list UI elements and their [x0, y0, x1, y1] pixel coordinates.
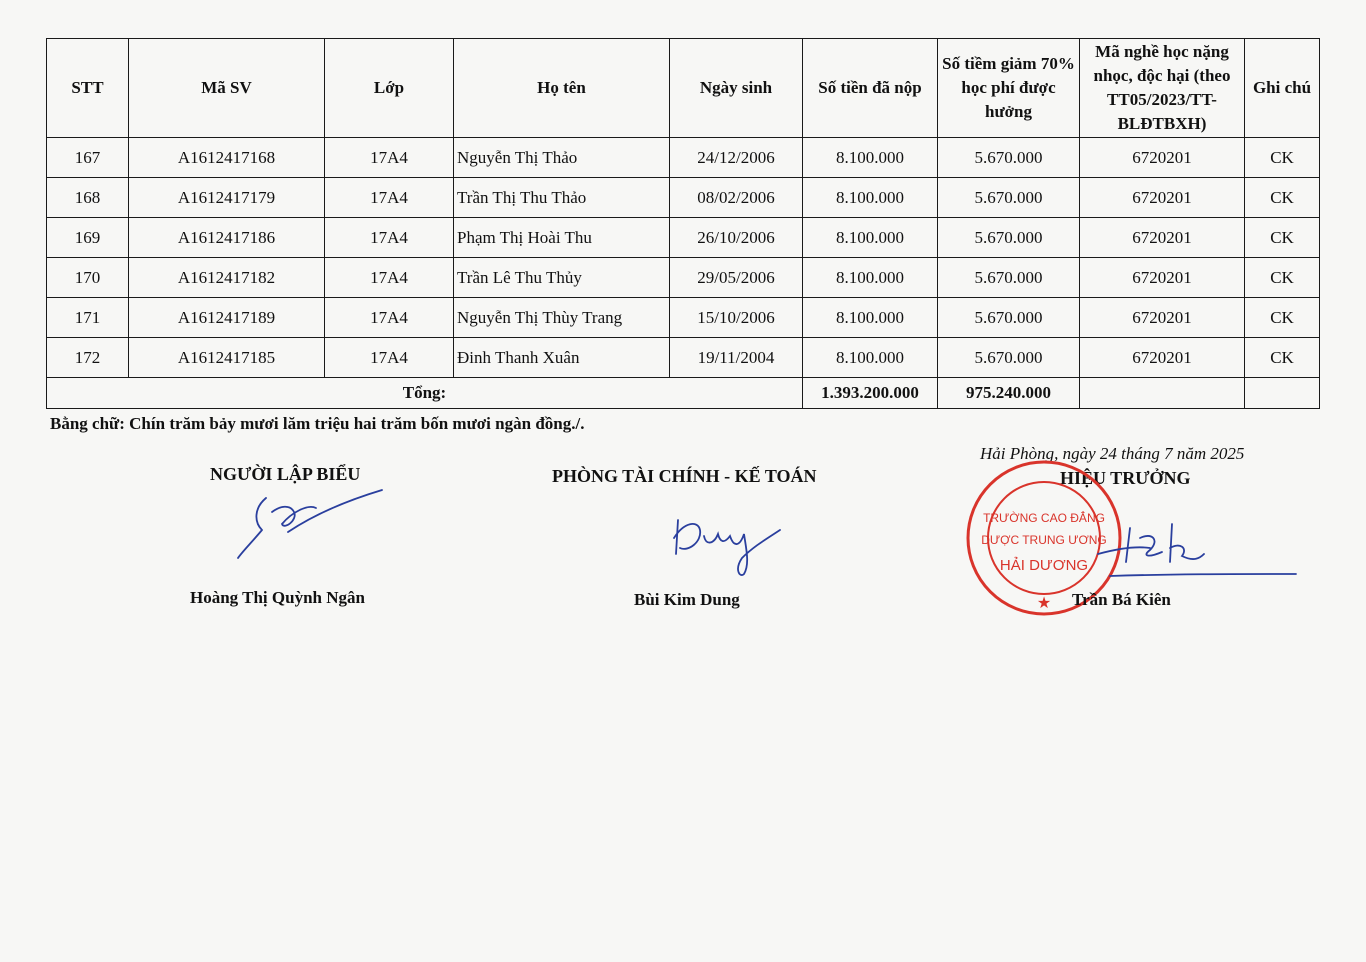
cell-ma-sv: A1612417189	[129, 298, 325, 338]
finance-signature-icon	[664, 508, 784, 584]
total-label: Tổng:	[47, 378, 803, 409]
cell-ma-nghe: 6720201	[1080, 138, 1245, 178]
cell-da-nop: 8.100.000	[803, 298, 938, 338]
cell-ma-nghe: 6720201	[1080, 218, 1245, 258]
cell-giam: 5.670.000	[938, 298, 1080, 338]
cell-lop: 17A4	[325, 178, 454, 218]
cell-stt: 170	[47, 258, 129, 298]
header-ho-ten: Họ tên	[454, 39, 670, 138]
preparer-title: NGƯỜI LẬP BIỂU	[210, 464, 361, 484]
cell-da-nop: 8.100.000	[803, 258, 938, 298]
cell-ghi-chu: CK	[1245, 178, 1320, 218]
table-row	[47, 178, 1320, 218]
cell-ho-ten: Trần Thị Thu Thảo	[454, 178, 670, 218]
place-date: Hải Phòng, ngày 24 tháng 7 năm 2025	[980, 444, 1245, 463]
cell-ma-nghe: 6720201	[1080, 298, 1245, 338]
table-row	[47, 218, 1320, 258]
header-ma-nghe: Mã nghề học nặng nhọc, độc hại (theo TT05/2023/TT-BLĐTBXH)	[1080, 39, 1245, 138]
preparer-name: Hoàng Thị Quỳnh Ngân	[190, 588, 365, 607]
table-row	[47, 258, 1320, 298]
principal-name: Trần Bá Kiên	[1072, 590, 1171, 609]
cell-stt: 167	[47, 138, 129, 178]
cell-ma-sv: A1612417182	[129, 258, 325, 298]
table-header-row	[47, 39, 1320, 138]
cell-ma-sv: A1612417185	[129, 338, 325, 378]
cell-ngay-sinh: 08/02/2006	[670, 178, 803, 218]
header-stt: STT	[47, 39, 129, 138]
cell-stt: 168	[47, 178, 129, 218]
cell-ma-sv: A1612417186	[129, 218, 325, 258]
cell-ma-sv: A1612417168	[129, 138, 325, 178]
cell-ho-ten: Nguyễn Thị Thùy Trang	[454, 298, 670, 338]
svg-text:★: ★	[1036, 595, 1052, 612]
cell-ghi-chu: CK	[1245, 258, 1320, 298]
cell-stt: 172	[47, 338, 129, 378]
cell-ngay-sinh: 24/12/2006	[670, 138, 803, 178]
cell-ma-nghe: 6720201	[1080, 338, 1245, 378]
cell-ho-ten: Đinh Thanh Xuân	[454, 338, 670, 378]
total-da-nop: 1.393.200.000	[803, 378, 938, 409]
cell-lop: 17A4	[325, 218, 454, 258]
cell-ghi-chu: CK	[1245, 338, 1320, 378]
table-row	[47, 138, 1320, 178]
header-ghi-chu: Ghi chú	[1245, 39, 1320, 138]
cell-lop: 17A4	[325, 258, 454, 298]
cell-giam: 5.670.000	[938, 218, 1080, 258]
header-so-tien-giam: Số tiềm giảm 70% học phí được hưởng	[938, 39, 1080, 138]
cell-ma-sv: A1612417179	[129, 178, 325, 218]
cell-da-nop: 8.100.000	[803, 178, 938, 218]
cell-ma-nghe: 6720201	[1080, 178, 1245, 218]
finance-name: Bùi Kim Dung	[634, 590, 740, 609]
cell-lop: 17A4	[325, 298, 454, 338]
header-ngay-sinh: Ngày sinh	[670, 39, 803, 138]
total-giam: 975.240.000	[938, 378, 1080, 409]
cell-ngay-sinh: 15/10/2006	[670, 298, 803, 338]
fee-table	[46, 38, 1320, 409]
header-so-tien-da-nop: Số tiền đã nộp	[803, 39, 938, 138]
cell-da-nop: 8.100.000	[803, 138, 938, 178]
seal-line-2: DƯỢC TRUNG ƯƠNG	[981, 533, 1107, 547]
cell-ma-nghe: 6720201	[1080, 258, 1245, 298]
cell-ghi-chu: CK	[1245, 218, 1320, 258]
seal-line-1: TRƯỜNG CAO ĐẲNG	[983, 511, 1105, 525]
amount-in-words: Bằng chữ: Chín trăm bảy mươi lăm triệu hai trăm bốn mươi ngàn đồng./.	[50, 414, 585, 433]
cell-lop: 17A4	[325, 338, 454, 378]
cell-giam: 5.670.000	[938, 178, 1080, 218]
cell-giam: 5.670.000	[938, 138, 1080, 178]
cell-ho-ten: Trần Lê Thu Thủy	[454, 258, 670, 298]
cell-ho-ten: Nguyễn Thị Thảo	[454, 138, 670, 178]
header-lop: Lớp	[325, 39, 454, 138]
cell-stt: 169	[47, 218, 129, 258]
cell-ghi-chu: CK	[1245, 298, 1320, 338]
table-row	[47, 338, 1320, 378]
seal-line-3: HẢI DƯƠNG	[999, 557, 1089, 574]
table-row	[47, 298, 1320, 338]
header-ma-sv: Mã SV	[129, 39, 325, 138]
principal-signature-icon	[1090, 518, 1300, 582]
cell-giam: 5.670.000	[938, 258, 1080, 298]
principal-title: HIỆU TRƯỞNG	[1060, 468, 1191, 488]
finance-title: PHÒNG TÀI CHÍNH - KẾ TOÁN	[552, 466, 817, 486]
cell-ghi-chu: CK	[1245, 138, 1320, 178]
preparer-signature-icon	[232, 486, 392, 566]
cell-ngay-sinh: 19/11/2004	[670, 338, 803, 378]
total-ghi-chu-empty	[1245, 378, 1320, 409]
total-row	[47, 378, 1320, 409]
cell-ngay-sinh: 26/10/2006	[670, 218, 803, 258]
cell-giam: 5.670.000	[938, 338, 1080, 378]
cell-stt: 171	[47, 298, 129, 338]
cell-da-nop: 8.100.000	[803, 338, 938, 378]
cell-da-nop: 8.100.000	[803, 218, 938, 258]
total-ma-nghe-empty	[1080, 378, 1245, 409]
cell-ngay-sinh: 29/05/2006	[670, 258, 803, 298]
cell-lop: 17A4	[325, 138, 454, 178]
cell-ho-ten: Phạm Thị Hoài Thu	[454, 218, 670, 258]
